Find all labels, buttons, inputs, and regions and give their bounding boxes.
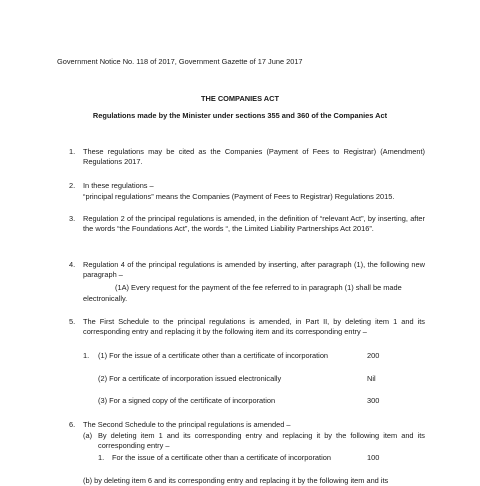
item-number: 5. <box>69 317 76 326</box>
item-number: 3. <box>69 214 76 223</box>
fee-item-number: 1. <box>98 453 105 462</box>
fee-row-label: (3) For a signed copy of the certificate of incorporation <box>98 396 276 405</box>
item-4-new-paragraph-end: electronically. <box>83 294 128 303</box>
fee-row-value: 100 <box>367 453 380 462</box>
item-5-text: The First Schedule to the principal regulations is amended, in Part II, by deleting item 1 and its corresponding entry and replacing it by the following item and its corresponding entry – <box>83 317 425 336</box>
item-number: 1. <box>69 147 76 156</box>
item-3-text: Regulation 2 of the principal regulations is amended, in the definition of “relevant Act”, by inserting, after the words “the Foundations Act”, the words “, the Limited Liability Partnerships Act 2016”. <box>83 214 425 233</box>
item-6a-text: By deleting item 1 and its corresponding entry and replacing it by the following item and its corresponding entry – <box>98 431 425 450</box>
fee-row-value: Nil <box>367 374 376 383</box>
item-6-text: The Second Schedule to the principal regulations is amended – <box>83 420 291 429</box>
subitem-label: (a) <box>83 431 93 440</box>
item-2-definition: “principal regulations” means the Companies (Payment of Fees to Registrar) Regulations 2015. <box>83 192 395 201</box>
fee-row-label: For the issue of a certificate other than a certificate of incorporation <box>112 453 331 462</box>
fee-row-value: 300 <box>367 396 380 405</box>
fee-row-label: (1) For the issue of a certificate other than a certificate of incorporation <box>98 351 329 360</box>
item-number: 4. <box>69 260 76 269</box>
item-number: 2. <box>69 181 76 190</box>
act-title: THE COMPANIES ACT <box>200 94 279 103</box>
item-1-text: These regulations may be cited as the Companies (Payment of Fees to Registrar) (Amendment) Regulations 2017. <box>83 147 425 166</box>
item-4-text: Regulation 4 of the principal regulations is amended by inserting, after paragraph (1), the following new paragraph – <box>83 260 425 279</box>
fee-row-value: 200 <box>367 351 380 360</box>
item-2-intro: In these regulations – <box>83 181 154 190</box>
item-4-new-paragraph: (1A) Every request for the payment of the fee referred to in paragraph (1) shall be made <box>115 283 402 292</box>
item-number: 6. <box>69 420 76 429</box>
gazette-notice: Government Notice No. 118 of 2017, Government Gazette of 17 June 2017 <box>57 57 303 66</box>
fee-row-label: (2) For a certificate of incorporation issued electronically <box>98 374 282 383</box>
regulations-subtitle: Regulations made by the Minister under sections 355 and 360 of the Companies Act <box>92 111 388 120</box>
fee-item-number: 1. <box>83 351 90 360</box>
item-6b-text: (b) by deleting item 6 and its corresponding entry and replacing it by the following item and its <box>83 476 389 485</box>
